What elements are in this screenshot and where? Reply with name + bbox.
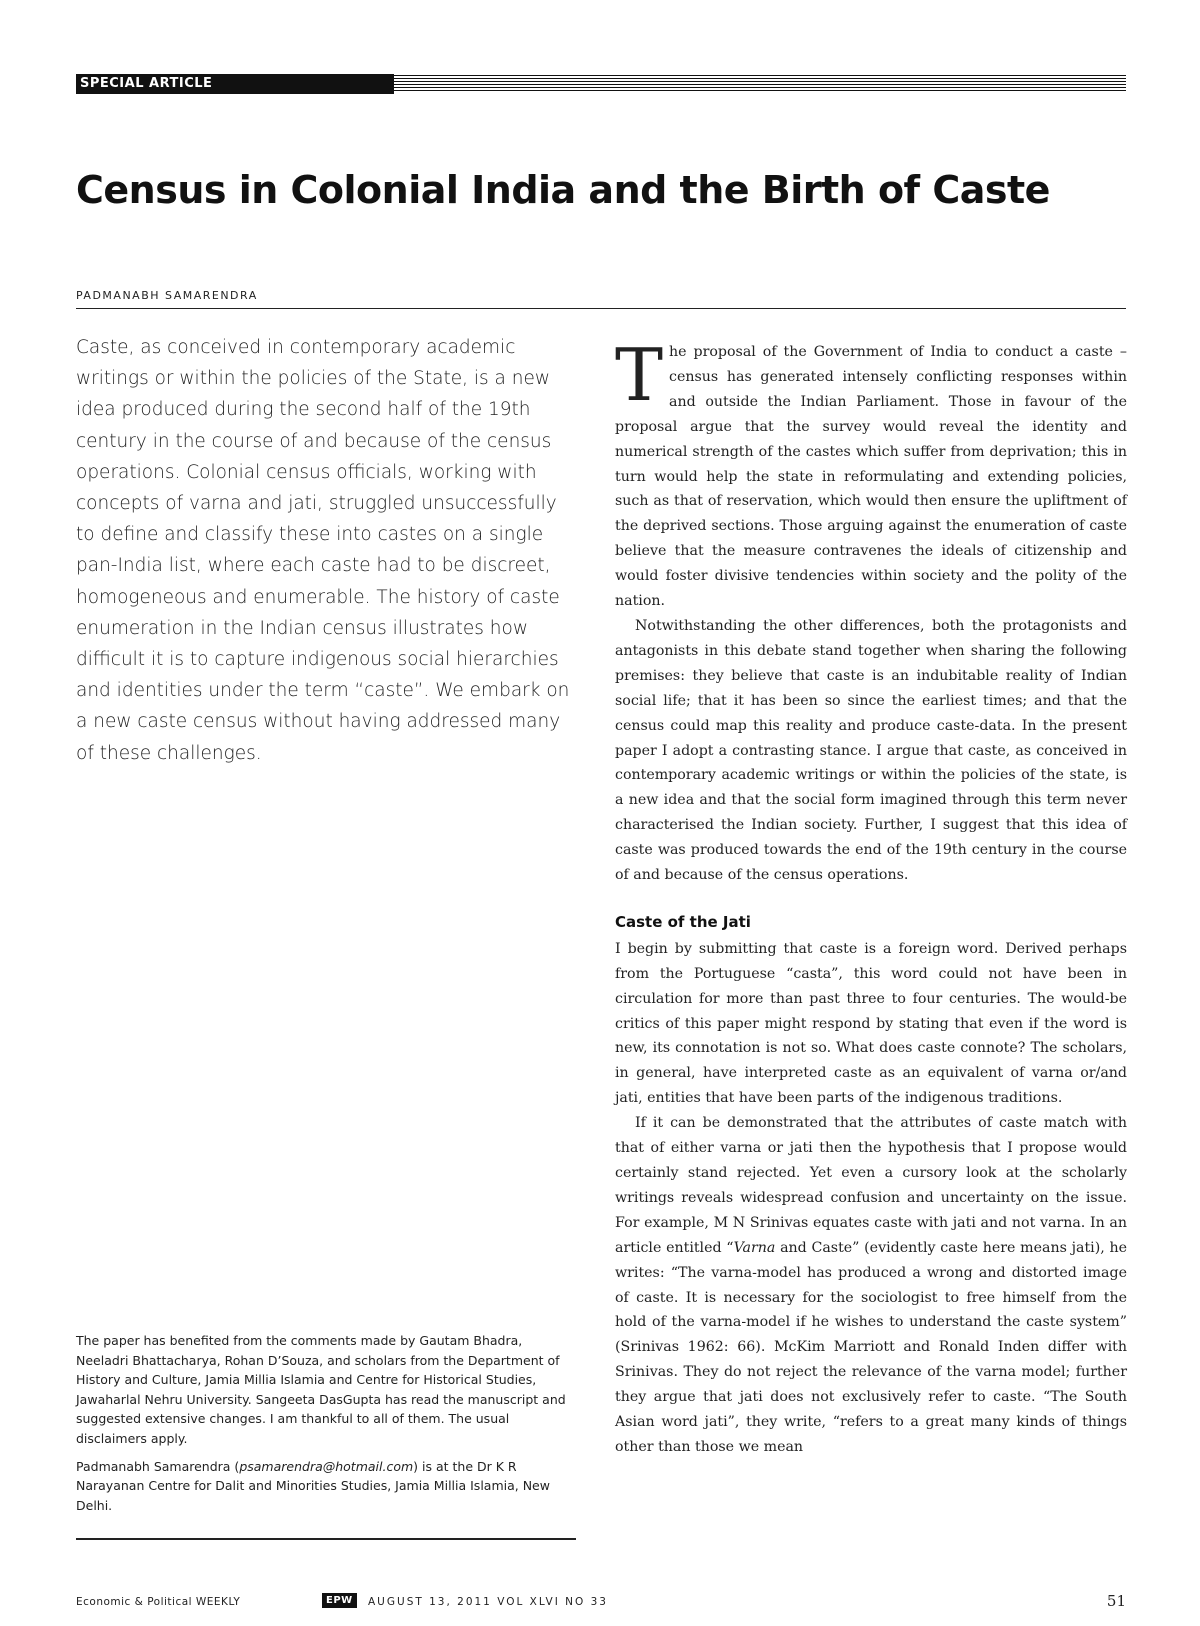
paragraph-4 <box>615 1111 1127 1460</box>
body-column <box>615 333 1128 1460</box>
section-label: SPECIAL ARTICLE <box>76 74 394 94</box>
paragraph-2: Notwithstanding the other differences, both the protagonists and antagonists in this debate stand together when sharing the following premises: they believe that caste is an indubitable reality of Indian social life; that it has been so since the earliest times; and that the census could map this reality and produce caste-data. In the present paper I adopt a contrasting stance. I argue that caste, as conceived in contemporary academic writings or within the policies of the state, is a new idea and that the social form imagined through this term never characterised the Indian society. Further, I suggest that this idea of caste was produced towards the end of the 19th century in the course of and because of the census operations. <box>615 617 1127 884</box>
paragraph-3: I begin by submitting that caste is a foreign word. Derived perhaps from the Portuguese “casta”, this word could not have been in circulation for more than past three to four centuries. The would-be critics of this paper might respond by stating that even if the word is new, its connotation is not so. What does caste connote? The scholars, in general, have interpreted caste as an equivalent of varna or/and jati, entities that have been parts of the indigenous traditions. <box>615 940 1127 1107</box>
article-title: Census in Colonial India and the Birth of Caste <box>76 168 1050 212</box>
page-footer <box>76 1592 1126 1616</box>
paragraph-4-italic: Varna <box>733 1239 776 1256</box>
paragraph-4-text-b: and Caste” (evidently caste here means jati), he writes: “The varna-model has produced a wrong and distorted image of caste. It is necessary for the sociologist to free himself from the hold of the varna-model if he wishes to understand the caste system” (Srinivas 1962: 66). McKim Marriott and Ronald Inden differ with Srinivas. They do not reject the relevance of the varna model; further they argue that jati does not exclusively refer to caste. “The South Asian word jati”, they write, “refers to a great many kinds of things other than those we mean <box>615 1239 1128 1455</box>
paragraph-4-text-a: If it can be demonstrated that the attributes of caste match with that of either varna or jati then the hypothesis that I propose would certainly stand rejected. Yet even a cursory look at the scholarly writings reveals widespread confusion and uncertainty on the issue. For example, M N Srinivas equates caste with jati and not varna. In an article entitled “ <box>615 1115 1127 1256</box>
author-email: psamarendra@hotmail.com <box>239 1458 414 1474</box>
abstract: Caste, as conceived in contemporary academic writings or within the policies of the State, is a new idea produced during the second half of the 19th century in the course of and because of the census operations. Colonial census officials, working with concepts of varna and jati, struggled unsuccessfully to define and classify these into castes on a single pan-India list, where each caste had to be discreet, homogeneous and enumerable. The history of caste enumeration in the Indian census illustrates how difficult it is to capture indigenous social hierarchies and identities under the term “caste”. We embark on a new caste census without having addressed many of these challenges. <box>76 337 570 764</box>
journal-name: Economic & Political WEEKLY <box>76 1596 241 1608</box>
author-rule <box>76 308 1126 309</box>
acknowledgement-note: The paper has benefited from the comments made by Gautam Bhadra, Neeladri Bhattacharya, Rohan D’Souza, and scholars from the Department of History and Culture, Jamia Millia Islamia and Centre for Historical Studies, Jawaharlal Nehru University. Sangeeta DasGupta has read the manuscript and suggested extensive changes. I am thankful to all of them. The usual disclaimers apply. <box>76 1333 566 1446</box>
section-rule <box>394 75 1126 93</box>
issue-info: AUGUST 13, 2011 VOL XLVI NO 33 <box>368 1596 608 1608</box>
footnote-rule <box>76 1538 576 1540</box>
affiliation-suffix: ) is at the Dr K R Narayanan Centre for Dalit and Minorities Studies, Jamia Millia Islamia, New Delhi. <box>76 1458 550 1513</box>
affiliation-prefix: Padmanabh Samarendra ( <box>76 1458 240 1474</box>
author-name: PADMANABH SAMARENDRA <box>76 289 258 302</box>
epw-logo: EPW <box>322 1593 357 1608</box>
paragraph-1-text: he proposal of the Government of India to conduct a caste – census has generated intensely conflicting responses within and outside the Indian Parliament. Those in favour of the proposal argue that the survey would reveal the identity and numerical strength of the castes which suffer from deprivation; this in turn would help the state in reformulating and extending policies, such as that of reservation, which would then ensure the upliftment of the deprived sections. Those arguing against the enumeration of caste believe that the measure contravenes the ideals of citizenship and would foster divisive tendencies within society and the polity of the nation. <box>615 344 1127 610</box>
author-affiliation-note <box>76 1457 576 1516</box>
section-heading: Caste of the Jati <box>615 912 751 931</box>
footnote-box <box>76 1331 576 1523</box>
dropcap: T <box>615 333 664 417</box>
paragraph-1 <box>615 333 1127 614</box>
page-number: 51 <box>1106 1592 1126 1610</box>
